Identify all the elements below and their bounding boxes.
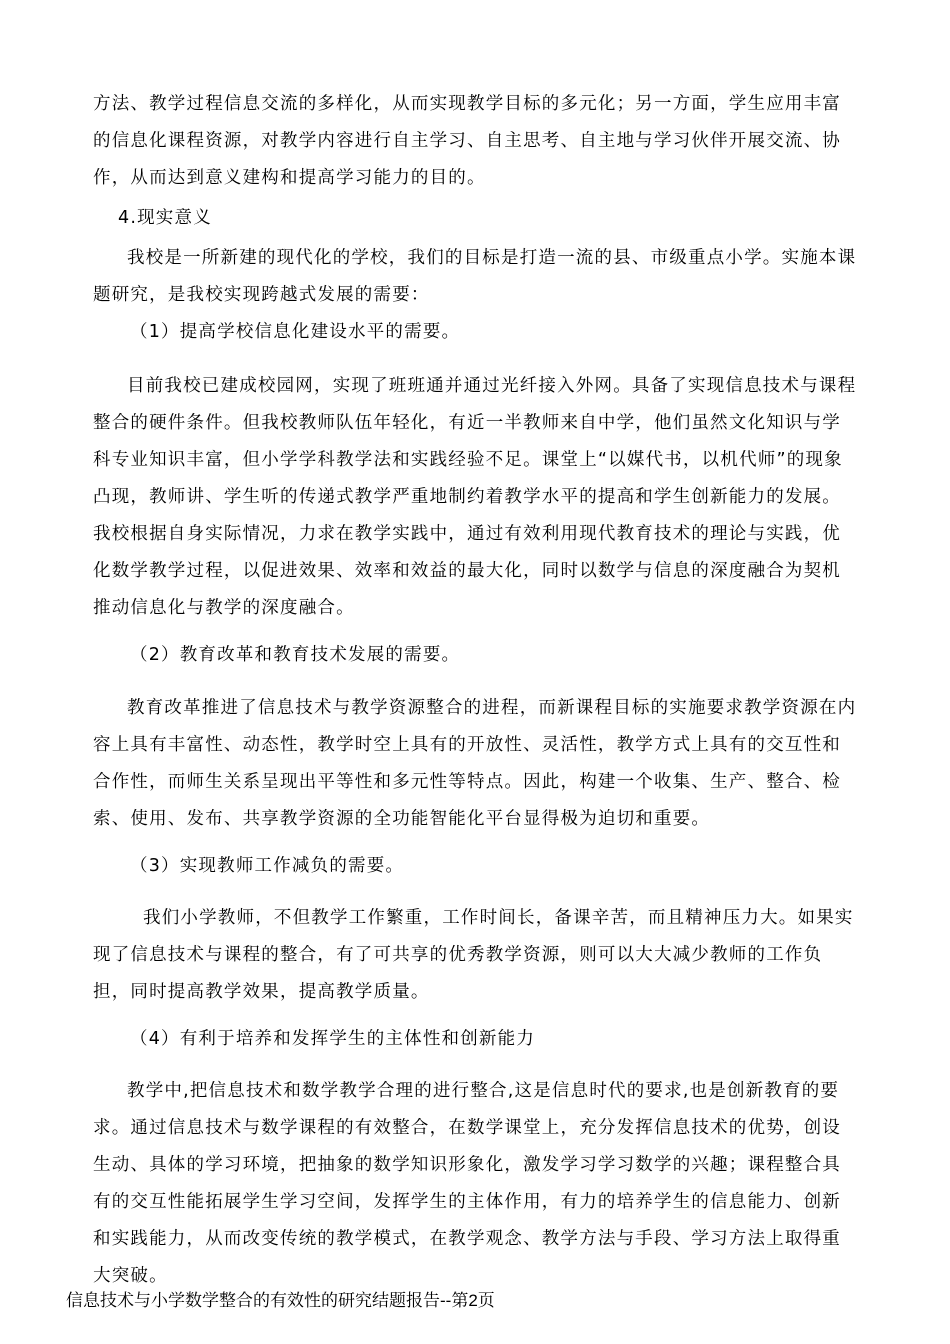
subheading-4-student-creativity: （4）有利于培养和发挥学生的主体性和创新能力 (130, 1029, 536, 1049)
subheading-2-education-reform: （2）教育改革和教育技术发展的需要。 (130, 645, 461, 665)
paragraph-school-goal: 我校是一所新建的现代化的学校，我们的目标是打造一流的县、市级重点小学。实施本课题研究，是我校实现跨越式发展的需要： (93, 248, 857, 305)
paragraph-4: 教学中,把信息技术和数学教学合理的进行整合,这是信息时代的要求,也是创新教育的要求。通过信息技术与数学课程的有效整合，在数学课堂上，充分发挥信息技术的优势，创设生动、具体的学习环境，把抽象的数学知识形象化，激发学习学习数学的兴趣；课程整合具有的交互性能拓展学生学习空间，发挥学生的主体作用，有力的培养学生的信息能力、创新和实践能力，从而改变传统的教学模式，在教学观念、教学方法与手段、学习方法上取得重大突破。 (93, 1081, 841, 1286)
section-heading-practical-significance: 4.现实意义 (118, 208, 212, 228)
paragraph-2: 教育改革推进了信息技术与教学资源整合的进程，而新课程目标的实施要求教学资源在内容上具有丰富性、动态性，教学时空上具有的开放性、灵活性，教学方式上具有的交互性和合作性，而师生关系呈现出平等性和多元性等特点。因此，构建一个收集、生产、整合、检索、使用、发布、共享教学资源的全功能智能化平台显得极为迫切和重要。 (93, 698, 857, 829)
paragraph-intro-continued: 方法、教学过程信息交流的多样化，从而实现教学目标的多元化；另一方面，学生应用丰富的信息化课程资源，对教学内容进行自主学习、自主思考、自主地与学习伙伴开展交流、协作，从而达到意义建构和提高学习能力的目的。 (93, 94, 841, 188)
paragraph-1: 目前我校已建成校园网，实现了班班通并通过光纤接入外网。具备了实现信息技术与课程整合的硬件条件。但我校教师队伍年轻化，有近一半教师来自中学，他们虽然文化知识与学科专业知识丰富，但小学学科教学法和实践经验不足。课堂上“以媒代书，以机代师”的现象凸现，教师讲、学生听的传递式教学严重地制约着教学水平的提高和学生创新能力的发展。我校根据自身实际情况，力求在教学实践中，通过有效利用现代教育技术的理论与实践，优化数学教学过程，以促进效果、效率和效益的最大化，同时以数学与信息的深度融合为契机推动信息化与教学的深度融合。 (93, 376, 857, 618)
paragraph-3: 我们小学教师，不但教学工作繁重，工作时间长，备课辛苦，而且精神压力大。如果实现了信息技术与课程的整合，有了可共享的优秀教学资源，则可以大大减少教师的工作负担，同时提高教学效果，提高教学质量。 (93, 908, 854, 1002)
subheading-1-informatization: （1）提高学校信息化建设水平的需要。 (130, 322, 461, 342)
subheading-3-teacher-burden: （3）实现教师工作减负的需要。 (130, 856, 405, 876)
page-footer: 信息技术与小学数学整合的有效性的研究结题报告--第2页 (66, 1291, 495, 1310)
